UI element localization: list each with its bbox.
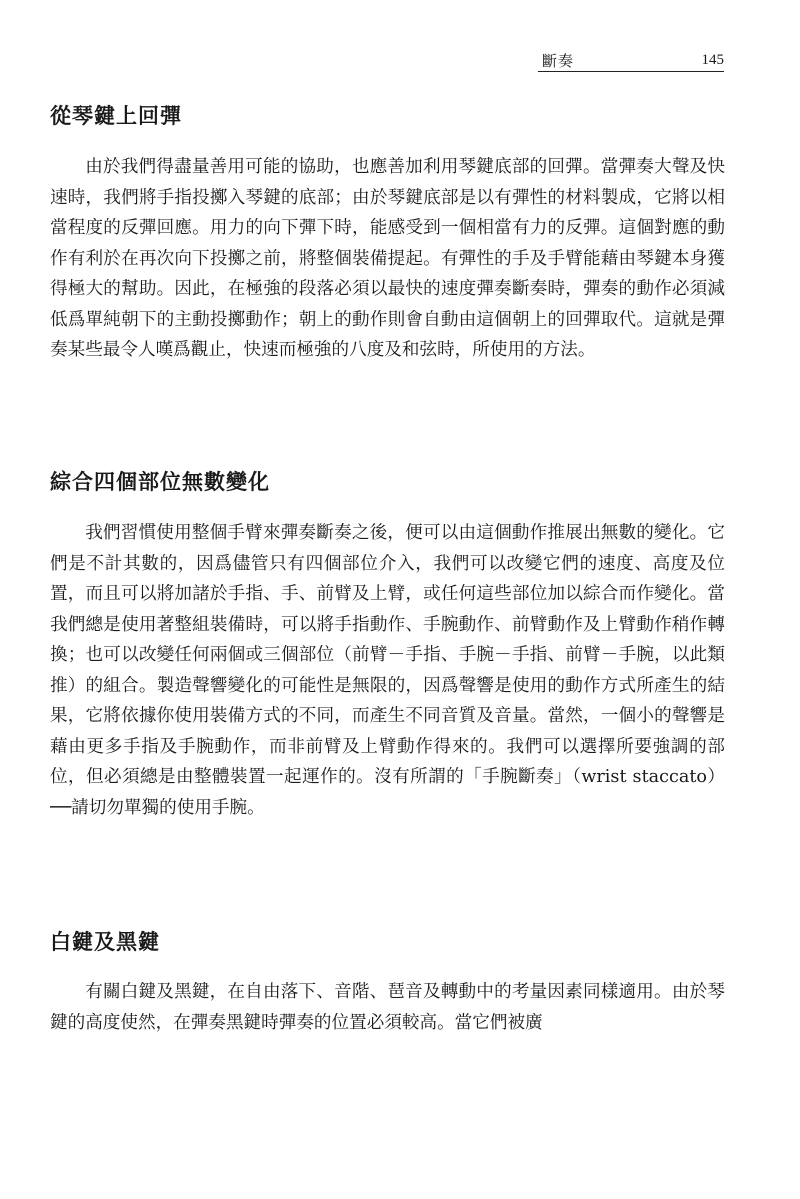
section-body-white-black-keys: 有關白鍵及黑鍵，在自由落下、音階、琶音及轉動中的考量因素同樣適用。由於琴鍵的高度使然，在彈奏黑鍵時彈奏的位置必須較高。當它們被廣 — [50, 982, 725, 1033]
section-body-combinations: 我們習慣使用整個手臂來彈奏斷奏之後，便可以由這個動作推展出無數的變化。它們是不計其數的，因爲儘管只有四個部位介入，我們可以改變它們的速度、高度及位置，而且可以將加諸於手指、手、前臂及上臂，或任何這些部位加以綜合而作變化。當我們總是使用著整組裝備時，可以將手指動作、手腕動作、前臂動作及上臂動作稍作轉換；也可以改變任何兩個或三個部位（前臂－手指、手腕－手指、前臂－手腕，以此類推）的組合。製造聲響變化的可能性是無限的，因爲聲響是使用的動作方式所產生的結果，它將依據你使用裝備方式的不同，而產生不同音質及音量。當然，一個小的聲響是藉由更多手指及手腕動作，而非前臂及上臂動作得來的。我們可以選擇所要強調的部位，但必須總是由整體裝置一起運作的。沒有所謂的「手腕斷奏」（wrist staccato）──請切勿單獨的使用手腕。 — [50, 523, 725, 818]
running-header — [538, 46, 724, 74]
section-title-white-black-keys: 白鍵及黑鍵 — [50, 929, 160, 954]
running-title: 斷奏 — [542, 52, 575, 70]
header-rule — [538, 71, 724, 72]
section-title-combinations: 綜合四個部位無數變化 — [50, 469, 270, 494]
page-number: 145 — [701, 52, 724, 68]
section-title-rebound: 從琴鍵上回彈 — [50, 103, 182, 128]
section-body-rebound: 由於我們得盡量善用可能的協助，也應善加利用琴鍵底部的回彈。當彈奏大聲及快速時，我們將手指投擲入琴鍵的底部；由於琴鍵底部是以有彈性的材料製成，它將以相當程度的反彈回應。用力的向下彈下時，能感受到一個相當有力的反彈。這個對應的動作有利於在再次向下投擲之前，將整個裝備提起。有彈性的手及手臂能藉由琴鍵本身獲得極大的幫助。因此，在極強的段落必須以最快的速度彈奏斷奏時，彈奏的動作必須減低爲單純朝下的主動投擲動作；朝上的動作則會自動由這個朝上的回彈取代。這就是彈奏某些最令人嘆爲觀止，快速而極強的八度及和弦時，所使用的方法。 — [50, 157, 725, 360]
